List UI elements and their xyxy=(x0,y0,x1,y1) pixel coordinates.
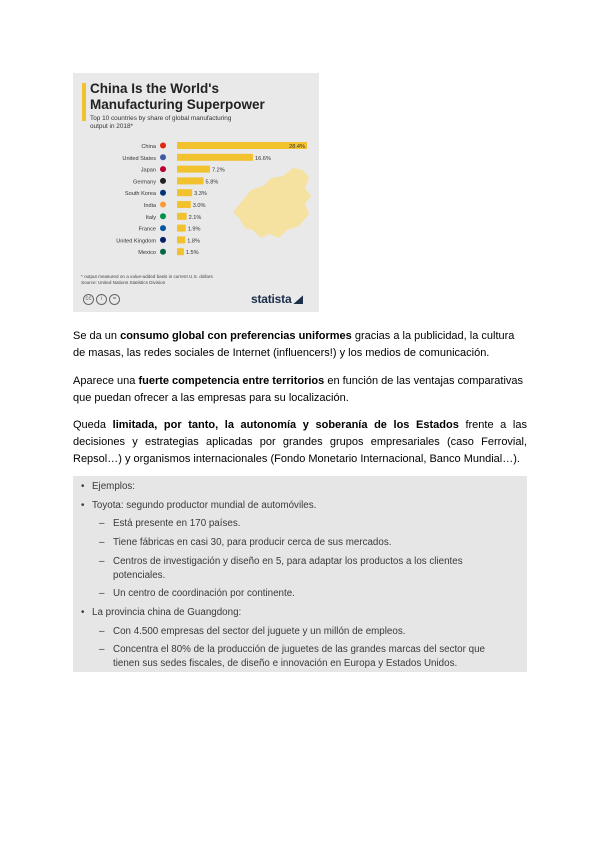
bar xyxy=(177,189,192,196)
subtitle-line-1: Top 10 countries by share of global manufacturing xyxy=(90,115,232,122)
subtitle-line-2: output in 2018* xyxy=(90,123,133,130)
flag-icon xyxy=(160,225,166,231)
value-label: 3.3% xyxy=(194,191,207,198)
p3-bold: limitada, por tanto, la autonomía y soberanía de los Estados xyxy=(112,419,459,431)
ejemplos-text: Ejemplos: xyxy=(92,481,136,492)
flag-icon xyxy=(160,213,166,219)
p1-text-c: gracias a la publicidad, la cultura de masas, las redes sociales de Internet (influencers!) y los medios de comunicación. xyxy=(73,330,515,359)
value-label: 7.2% xyxy=(211,167,225,174)
statista-mark-icon xyxy=(293,295,303,304)
toyota-item-1-text: Está presente en 170 países. xyxy=(113,518,241,529)
value-label: 28.4% xyxy=(289,144,305,150)
bullet-toyota xyxy=(81,500,316,511)
toyota-item-3-text: Centros de investigación y diseño en 5, para adaptar los productos a los clientes xyxy=(113,556,463,567)
value-label: 2.1% xyxy=(188,214,202,221)
toyota-item-4 xyxy=(99,588,295,599)
bullet-mark: • xyxy=(81,607,85,618)
flag-icon xyxy=(160,154,166,160)
paragraph-consumo-global xyxy=(73,328,527,362)
guangdong-item-2 xyxy=(99,644,485,655)
category-label: India xyxy=(143,203,156,209)
toyota-item-3-cont-text: potenciales. xyxy=(113,570,166,581)
value-label: 16.6% xyxy=(254,155,271,162)
dash-mark: – xyxy=(99,588,105,599)
bar xyxy=(177,236,185,243)
guangdong-text: La provincia china de Guangdong: xyxy=(92,607,242,618)
info-icon: i xyxy=(96,294,107,305)
flag-icon xyxy=(160,249,166,255)
paragraph-autonomia xyxy=(73,417,527,468)
dash-mark: – xyxy=(99,537,105,548)
toyota-item-3 xyxy=(99,556,463,567)
dash-mark: – xyxy=(99,644,105,655)
examples-slide xyxy=(73,476,527,672)
category-label: Italy xyxy=(145,214,156,221)
category-label: United States xyxy=(122,155,156,162)
bullet-mark: • xyxy=(81,481,85,492)
infographic-subtitle xyxy=(90,115,280,131)
flag-icon xyxy=(160,237,166,243)
p2-text-a: Aparece una xyxy=(73,375,139,387)
p2-text-c: en función de las ventajas comparativas que puedan ofrecer a las empresas para su localización. xyxy=(73,375,524,404)
bullet-ejemplos xyxy=(81,481,135,492)
bar xyxy=(177,142,307,149)
infographic xyxy=(73,73,319,312)
guangdong-item-1 xyxy=(99,626,405,637)
guangdong-item-1-text: Con 4.500 empresas del sector del juguete y un millón de empleos. xyxy=(113,626,406,637)
value-label: 1.9% xyxy=(187,226,201,233)
toyota-item-2 xyxy=(99,537,391,548)
value-label: 1.5% xyxy=(185,250,199,257)
guangdong-item-2-cont xyxy=(113,658,457,669)
category-label: Mexico xyxy=(138,250,156,257)
value-label: 5.8% xyxy=(205,179,219,186)
category-label: France xyxy=(138,226,156,233)
bar-chart xyxy=(73,138,319,268)
infographic-title xyxy=(90,81,314,112)
category-label: South Korea xyxy=(124,191,156,198)
dash-mark: – xyxy=(99,556,105,567)
title-line-1: China Is the World's xyxy=(90,81,219,96)
category-label: Japan xyxy=(140,167,156,174)
p3-text-a: Queda xyxy=(73,419,113,431)
toyota-item-4-text: Un centro de coordinación por continente. xyxy=(113,588,295,599)
bullet-mark: • xyxy=(81,500,85,511)
p1-text-a: Se da un xyxy=(73,330,121,342)
bar xyxy=(177,166,210,173)
bullet-guangdong xyxy=(81,607,241,618)
license-icons xyxy=(83,294,122,304)
category-label: Germany xyxy=(132,179,156,186)
title-line-2: Manufacturing Superpower xyxy=(90,96,265,112)
equals-icon: = xyxy=(109,294,120,305)
toyota-item-2-text: Tiene fábricas en casi 30, para producir cerca de sus mercados. xyxy=(113,537,392,548)
p2-bold: fuerte competencia entre territorios xyxy=(138,375,325,387)
p3-text-c: frente a las decisiones y estrategias aplicadas por grandes grupos empresariales (caso Ferrovial, Repsol…) y organismos internacionales (Fondo Monetario Internacional, Banco Mundial…). xyxy=(73,419,527,465)
bar xyxy=(177,201,191,208)
guangdong-item-2-text: Concentra el 80% de la producción de juguetes de las grandes marcas del sector que xyxy=(113,644,485,655)
flag-icon xyxy=(160,178,166,184)
category-label: United Kingdom xyxy=(116,238,156,245)
title-accent-bar xyxy=(82,83,86,121)
source-line: Source: United Nations Statistics Division xyxy=(81,280,166,285)
infographic-note xyxy=(81,274,311,286)
category-label: China xyxy=(141,144,156,150)
china-map-icon xyxy=(233,168,311,238)
bar xyxy=(177,248,184,255)
value-label: 3.0% xyxy=(192,203,206,209)
note-line-1: * output measured on a value-added basis in current U.S. dollars xyxy=(81,274,213,279)
toyota-item-1 xyxy=(99,518,240,529)
statista-logo xyxy=(251,292,303,306)
dash-mark: – xyxy=(99,626,105,637)
flag-icon xyxy=(160,190,166,196)
flag-icon xyxy=(160,166,166,172)
bar xyxy=(177,154,253,161)
brand-text: statista xyxy=(251,292,292,306)
cc-icon: cc xyxy=(83,294,94,305)
toyota-item-3-cont xyxy=(113,570,165,581)
p1-bold: consumo global con preferencias uniformes xyxy=(120,330,352,342)
bar xyxy=(177,177,204,184)
flag-icon xyxy=(160,143,166,149)
toyota-text: Toyota: segundo productor mundial de automóviles. xyxy=(92,500,317,511)
bar xyxy=(177,225,186,232)
dash-mark: – xyxy=(99,518,105,529)
paragraph-competencia xyxy=(73,373,527,407)
flag-icon xyxy=(160,202,166,208)
guangdong-item-2-cont-text: tienen sus sedes fiscales, de diseño e innovación en Europa y Estados Unidos. xyxy=(113,658,458,669)
value-label: 1.8% xyxy=(187,238,200,245)
bar xyxy=(177,213,187,220)
